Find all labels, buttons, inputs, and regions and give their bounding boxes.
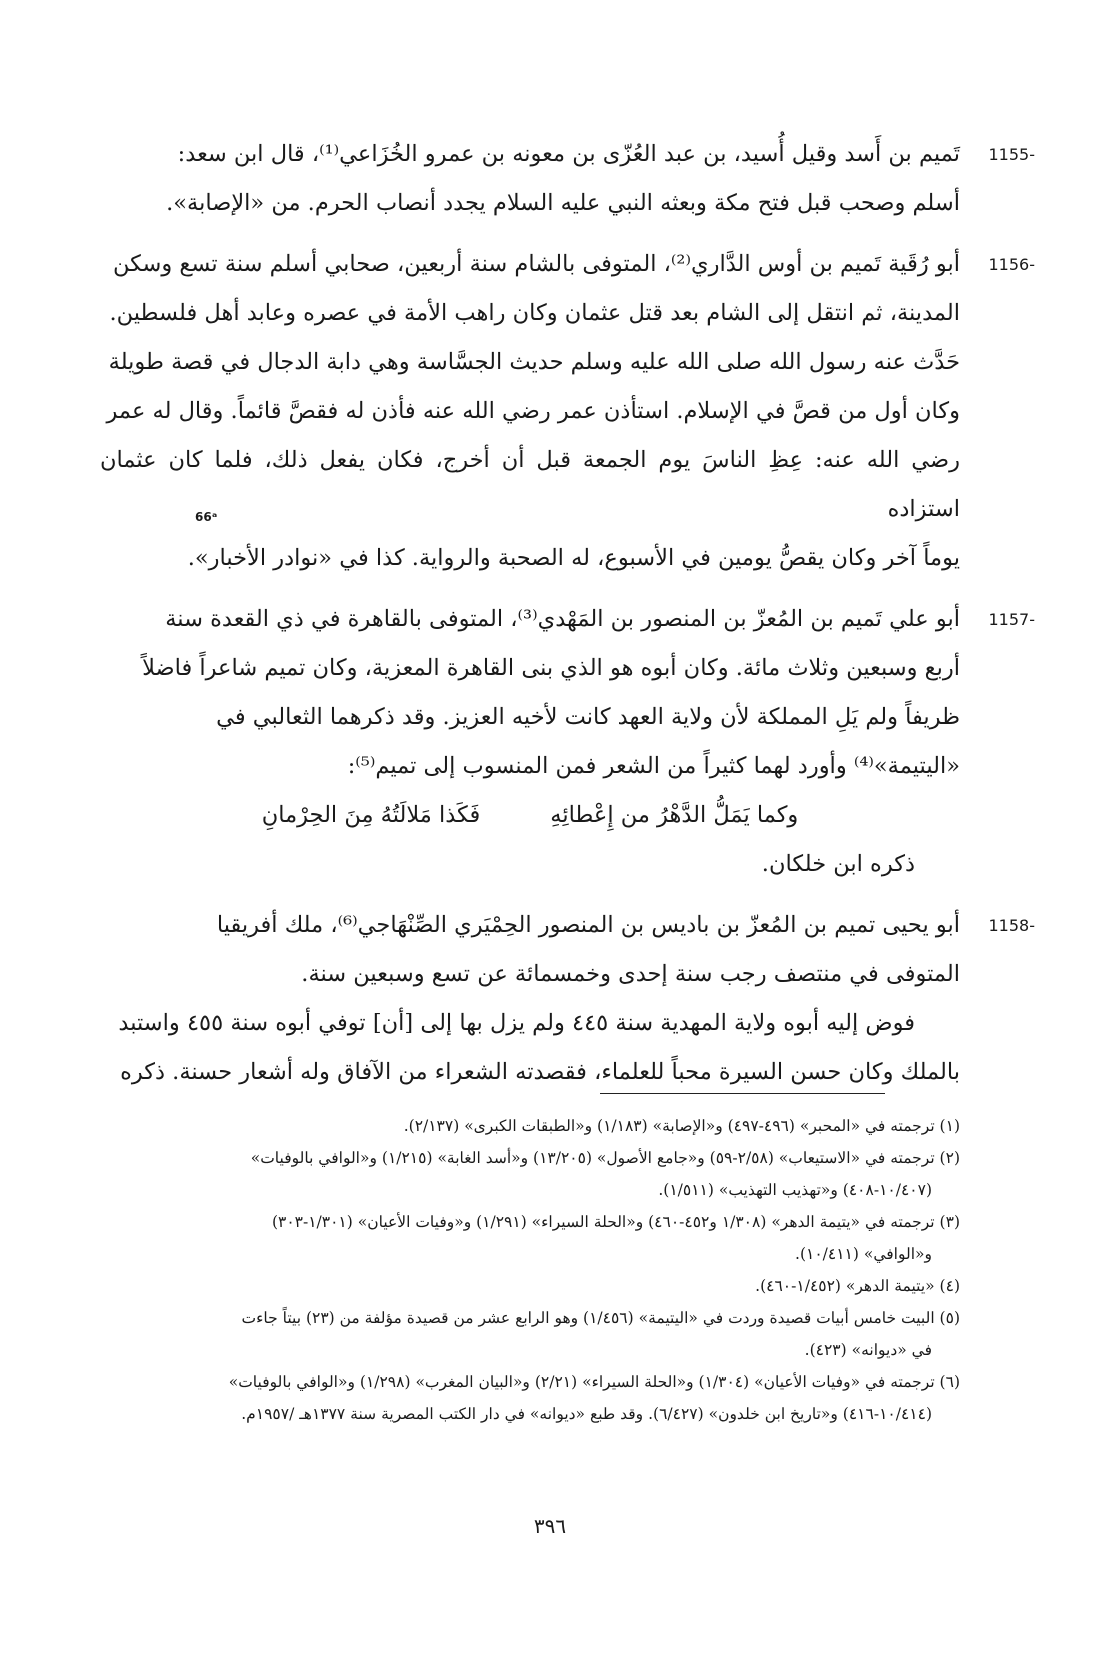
- text-line: فوض إليه أبوه ولاية المهدية سنة ٤٤٥ ولم يزل بها إلى [أن] توفي أبوه سنة ٤٥٥ واستبد: [118, 1010, 915, 1036]
- footnote-text: (٦) ترجمته في «وفيات الأعيان» (١/٣٠٤) و«الحلة السيراء» (٢/٢١) و«البيان المغرب» (١/٢٩٨) و«الوافي بالوفيات»: [228, 1373, 960, 1391]
- footnote-text: (١) ترجمته في «المحبر» (٤٩٦-٤٩٧) و«الإصابة» (١/١٨٣) و«الطبقات الكبرى» (٢/١٣٧).: [403, 1117, 960, 1135]
- manuscript-folio-note: 66ᵃ: [195, 510, 218, 524]
- entry-number: 1155-: [988, 145, 1035, 164]
- entry-1158: [100, 901, 1035, 1097]
- text-line: أبو رُقَية تَميم بن أوس الدَّاري⁽²⁾، المتوفى بالشام سنة أربعين، صحابي أسلم سنة تسع وسكن: [112, 251, 960, 277]
- text-line: رضي الله عنه: عِظِ الناسَ يوم الجمعة قبل أن أخرج، فكان يفعل ذلك، فلما كان عثمان استزاده: [100, 447, 960, 522]
- text-line: بالملك وكان حسن السيرة محباً للعلماء، فقصدته الشعراء من الآفاق وله أشعار حسنة. ذكره: [120, 1059, 960, 1085]
- text-line: أبو علي تَميم بن المُعزّ بن المنصور بن المَهْدي⁽³⁾، المتوفى بالقاهرة في ذي القعدة سنة: [165, 606, 960, 632]
- footnote: [100, 1366, 960, 1430]
- entry-1155: [100, 130, 1035, 228]
- entry-number: 1157-: [988, 610, 1035, 629]
- footnote-text: (٤) «يتيمة الدهر» (١/٤٥٢-٤٦٠).: [755, 1277, 960, 1295]
- footnote-continuation: و«الوافي» (١٠/٤١١).: [795, 1245, 932, 1263]
- footnote-text: (٥) البيت خامس أبيات قصيدة وردت في «اليتيمة» (١/٤٥٦) وهو الرابع عشر من قصيدة مؤلفة من (٢٣) بيتاً جاءت: [241, 1309, 960, 1327]
- text-line: «اليتيمة»⁽⁴⁾ وأورد لهما كثيراً من الشعر فمن المنسوب إلى تميم⁽⁵⁾:: [347, 753, 960, 779]
- text-line: وكان أول من قصَّ في الإسلام. استأذن عمر رضي الله عنه فأذن له فقصَّ قائماً. وقال له عمر: [106, 398, 960, 424]
- footnote: [100, 1302, 960, 1366]
- verse-first-hemistich: وكما يَمَلُّ الدَّهْرُ من إِعْطائِهِ: [550, 802, 799, 828]
- text-line: أبو يحيى تميم بن المُعزّ بن باديس بن المنصور الحِمْيَري الصِّنْهَاجي⁽⁶⁾، ملك أفريقيا: [216, 912, 960, 938]
- text-line: أسلم وصحب قبل فتح مكة وبعثه النبي عليه السلام يجدد أنصاب الحرم. من «الإصابة».: [166, 190, 960, 216]
- text-line: تَميم بن أَسد وقيل أُسيد، بن عبد العُزّى بن معونه بن عمرو الخُزَاعي⁽¹⁾، قال ابن سعد:: [177, 141, 960, 167]
- citation-line: ذكره ابن خلكان.: [761, 851, 915, 877]
- footnote: [100, 1270, 960, 1302]
- poetry-verse: [100, 791, 960, 840]
- entry-number: 1156-: [988, 255, 1035, 274]
- footnote-continuation: (١٠/٤٠٧-٤٠٨) و«تهذيب التهذيب» (١/٥١١).: [658, 1181, 932, 1199]
- footnote: [100, 1142, 960, 1206]
- text-line: حَدَّث عنه رسول الله صلى الله عليه وسلم حديث الجسَّاسة وهي دابة الدجال في قصة طويلة: [108, 349, 960, 375]
- footnotes: [100, 1110, 960, 1430]
- text-line: ظريفاً ولم يَلِ المملكة لأن ولاية العهد كانت لأخيه العزيز. وقد ذكرهما الثعالبي في: [216, 704, 960, 730]
- footnote-text: (٢) ترجمته في «الاستيعاب» (٢/٥٨-٥٩) و«جامع الأصول» (١٣/٢٠٥) و«أسد الغابة» (١/٢١٥) و«الوافي بالوفيات»: [250, 1149, 960, 1167]
- footnote-text: (٣) ترجمته في «يتيمة الدهر» (١/٣٠٨ و٤٥٢-٤٦٠) و«الحلة السيراء» (١/٢٩١) و«وفيات الأعيان» (١/٣٠١-٣٠٣): [271, 1213, 960, 1231]
- text-line: يوماً آخر وكان يقصُّ يومين في الأسبوع، له الصحبة والرواية. كذا في «نوادر الأخبار».: [187, 545, 960, 571]
- footnote: [100, 1110, 960, 1142]
- main-text: [100, 130, 1035, 1109]
- page-number: ٣٩٦: [533, 1514, 567, 1538]
- verse-second-hemistich: فَكَذا مَلالَتُهُ مِنَ الحِرْمانِ: [261, 802, 481, 828]
- footnote: [100, 1206, 960, 1270]
- footnote-continuation: في «ديوانه» (٤٢٣).: [804, 1341, 932, 1359]
- text-line: المتوفى في منتصف رجب سنة إحدى وخمسمائة عن تسع وسبعين سنة.: [301, 961, 960, 987]
- text-line: أربع وسبعين وثلاث مائة. وكان أبوه هو الذي بنى القاهرة المعزية، وكان تميم شاعراً فاضلاً: [142, 655, 960, 681]
- text-line: المدينة، ثم انتقل إلى الشام بعد قتل عثمان وكان راهب الأمة في عصره وعابد أهل فلسطين.: [109, 300, 960, 326]
- footnote-separator: [600, 1093, 885, 1094]
- entry-1156: [100, 240, 1035, 583]
- footnote-continuation: (١٠/٤١٤-٤١٦) و«تاريخ ابن خلدون» (٦/٤٢٧). وقد طبع «ديوانه» في دار الكتب المصرية سنة ١٣٧٧هـ /١٩٥٧م.: [241, 1405, 932, 1423]
- entry-number: 1158-: [988, 916, 1035, 935]
- entry-1157: [100, 595, 1035, 889]
